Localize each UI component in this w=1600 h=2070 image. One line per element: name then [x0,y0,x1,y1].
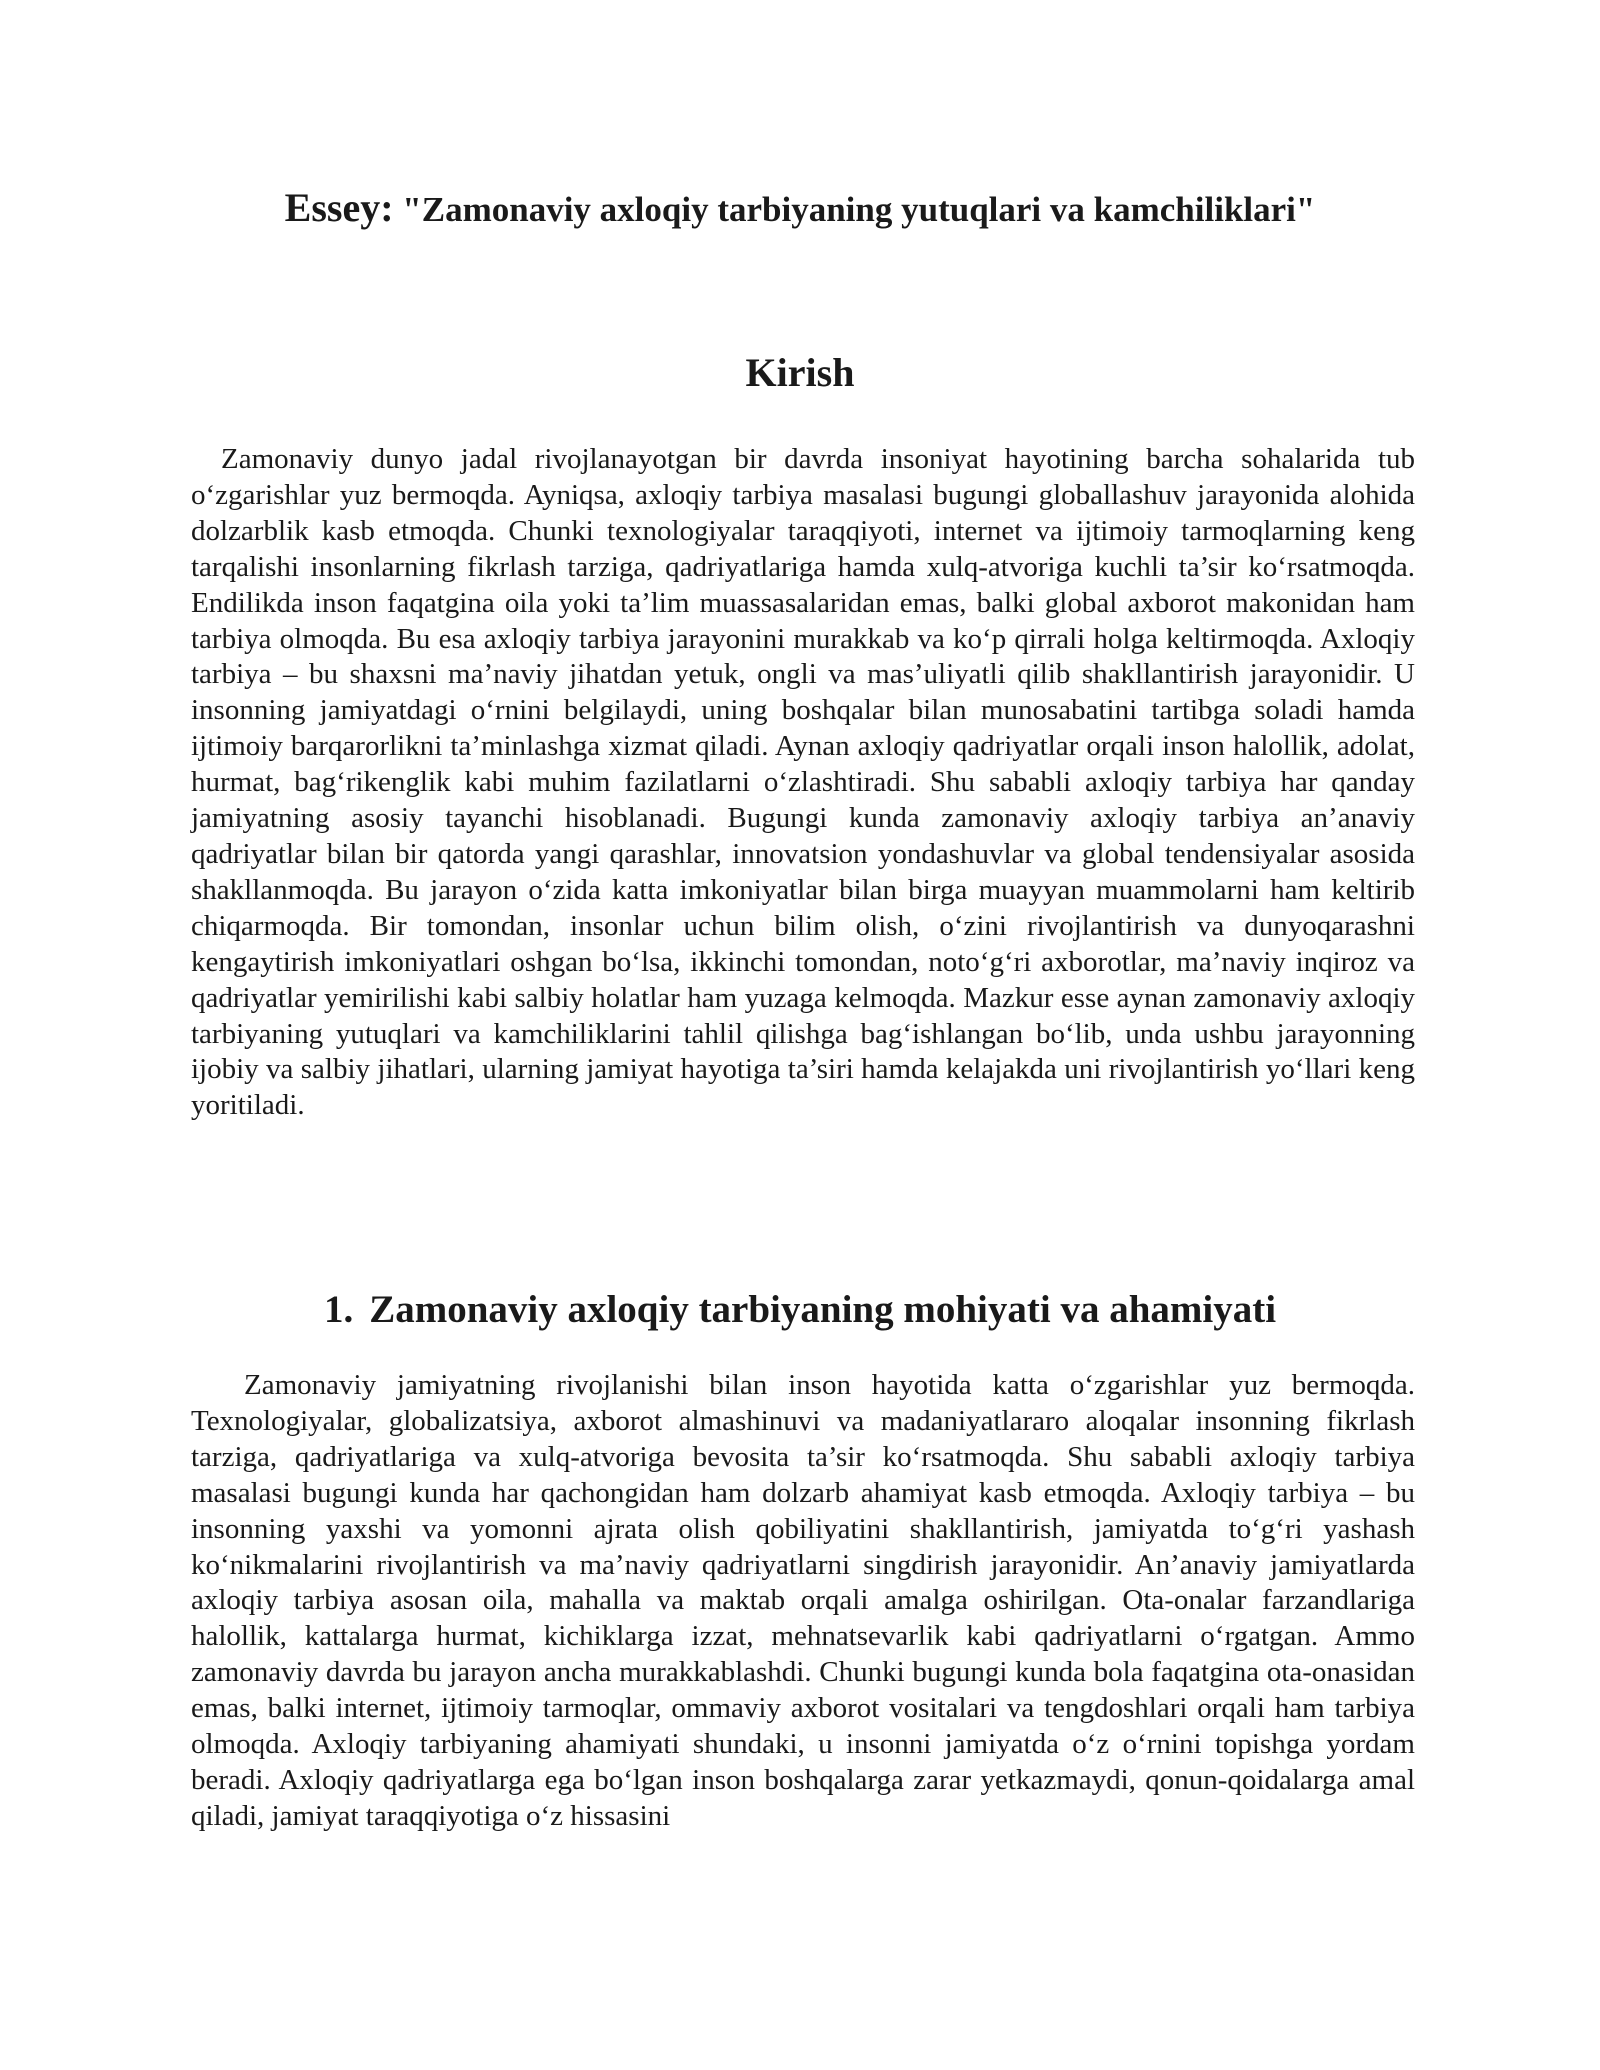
intro-heading: Kirish [745,350,855,395]
section-1-number: 1. [323,1288,354,1331]
intro-paragraph: Zamonaviy dunyo jadal rivojlanayotgan bir davrda insoniyat hayotining barcha sohalarida tub o‘zgarishlar yuz bermoqda. Ayniqsa, axloqiy tarbiya masalasi bugungi globallashuv jarayonida alohida dolzarblik kasb etmoqda. Chunki texnologiyalar taraqqiyoti, internet va ijtimoiy tarmoqlarning keng tarqalishi insonlarning fikrlash tarziga, qadriyatlariga hamda xulq-atvoriga kuchli ta’sir ko‘rsatmoqda. Endilikda inson faqatgina oila yoki ta’lim muassasalaridan emas, balki global axborot makonidan ham tarbiya olmoqda. Bu esa axloqiy tarbiya jarayonini murakkab va ko‘p qirrali holga keltirmoqda. Axloqiy tarbiya – bu shaxsni ma’naviy jihatdan yetuk, ongli va mas’uliyatli qilib shakllantirish jarayonidir. U insonning jamiyatdagi o‘rnini belgilaydi, uning boshqalar bilan munosabatini tartibga soladi hamda ijtimoiy barqarorlikni ta’minlashga xizmat qiladi. Aynan axloqiy qadriyatlar orqali inson halollik, adolat, hurmat, bag‘rikenglik kabi muhim fazilatlarni o‘zlashtiradi. Shu sababli axloqiy tarbiya har qanday jamiyatning asosiy tayanchi hisoblanadi. Bugungi kunda zamonaviy axloqiy tarbiya an’anaviy qadriyatlar bilan bir qatorda yangi qarashlar, innovatsion yondashuvlar va global tendensiyalar asosida shakllanmoqda. Bu jarayon o‘zida katta imkoniyatlar bilan birga muayyan muammolarni ham keltirib chiqarmoqda. Bir tomondan, insonlar uchun bilim olish, o‘zini rivojlantirish va dunyoqarashni kengaytirish imkoniyatlari oshgan bo‘lsa, ikkinchi tomondan, noto‘g‘ri axborotlar, ma’naviy inqiroz va qadriyatlar yemirilishi kabi salbiy holatlar ham yuzaga kelmoqda. Mazkur esse aynan zamonaviy axloqiy tarbiyaning yutuqlari va kamchiliklarini tahlil qilishga bag‘ishlangan bo‘lib, unda ushbu jarayonning ijobiy va salbiy jihatlari, ularning jamiyat hayotiga ta’siri hamda kelajakda uni rivojlantirish yo‘llari keng yoritiladi. [191,443,1415,1122]
section-1-paragraph: Zamonaviy jamiyatning rivojlanishi bilan inson hayotida katta o‘zgarishlar yuz bermoqda. Texnologiyalar, globalizatsiya, axborot almashinuvi va madaniyatlararo aloqalar insonning fikrlash tarziga, qadriyatlariga va xulq-atvoriga bevosita ta’sir ko‘rsatmoqda. Shu sababli axloqiy tarbiya masalasi bugungi kunda har qachongidan ham dolzarb ahamiyat kasb etmoqda. Axloqiy tarbiya – bu insonning yaxshi va yomonni ajrata olish qobiliyatini shakllantirish, jamiyatda to‘g‘ri yashash ko‘nikmalarini rivojlantirish va ma’naviy qadriyatlarni singdirish jarayonidir. An’anaviy jamiyatlarda axloqiy tarbiya asosan oila, mahalla va maktab orqali amalga oshirilgan. Ota-onalar farzandlariga halollik, kattalarga hurmat, kichiklarga izzat, mehnatsevarlik kabi qadriyatlarni o‘rgatgan. Ammo zamonaviy davrda bu jarayon ancha murakkablashdi. Chunki bugungi kunda bola faqatgina ota-onasidan emas, balki internet, ijtimoiy tarmoqlar, ommaviy axborot vositalari va tengdoshlari orqali ham tarbiya olmoqda. Axloqiy tarbiyaning ahamiyati shundaki, u insonni jamiyatda o‘z o‘rnini topishga yordam beradi. Axloqiy qadriyatlarga ega bo‘lgan inson boshqalarga zarar yetkazmaydi, qonun-qoidalarga amal qiladi, jamiyat taraqqiyotiga o‘z hissasini [191,1369,1415,1832]
essay-title [0,186,1600,232]
section-1-heading [0,1286,1600,1334]
section-1-title: Zamonaviy axloqiy tarbiyaning mohiyati va ahamiyati [369,1288,1277,1331]
essay-title-text: "Zamonaviy axloqiy tarbiyaning yutuqlari va kamchiliklari" [393,190,1316,229]
essay-title-label: Essey: [284,185,394,230]
